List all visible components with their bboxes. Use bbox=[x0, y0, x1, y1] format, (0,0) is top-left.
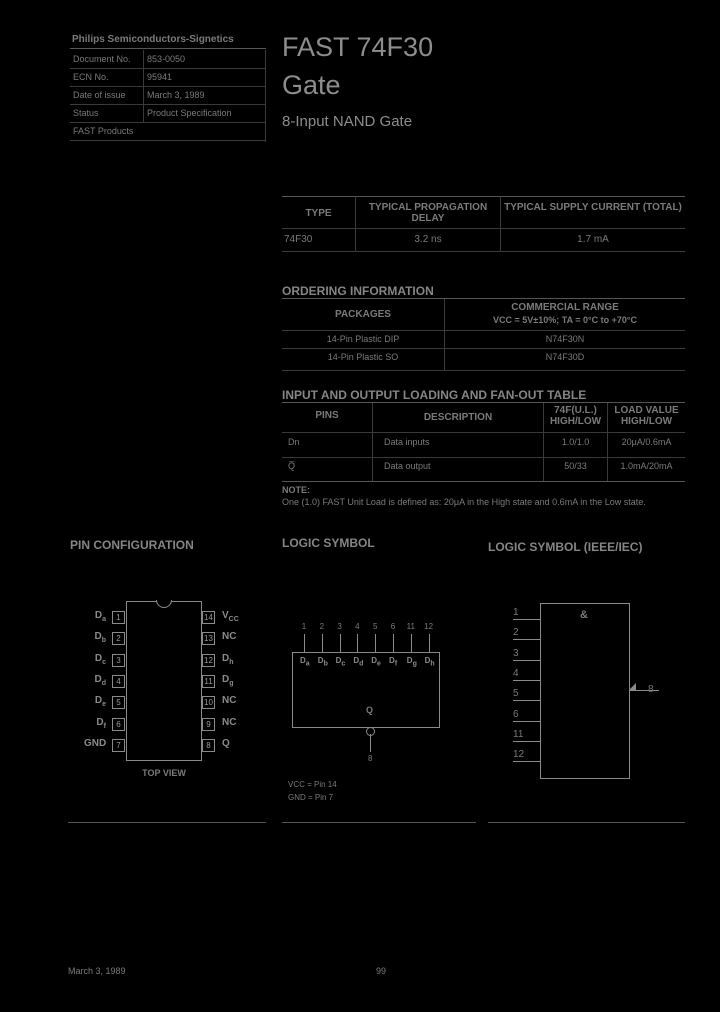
negation-indicator bbox=[629, 683, 636, 690]
footer-date: March 3, 1989 bbox=[68, 966, 126, 976]
logic-input-label: $D_a$ bbox=[300, 656, 310, 668]
pin-number-left: 5 bbox=[112, 696, 125, 709]
pin-label-right: $V_{CC}$ bbox=[222, 610, 239, 623]
logic-symbol-box bbox=[292, 652, 440, 728]
gnd-pin-note: GND = Pin 7 bbox=[288, 793, 334, 802]
logic-pin-number: 5 bbox=[372, 622, 378, 631]
load-output: 1.0mA/20mA bbox=[620, 461, 673, 471]
ieee-pin-number: 5 bbox=[513, 688, 519, 700]
supply-current-header: TYPICAL SUPPLY CURRENT (TOTAL) bbox=[504, 202, 682, 213]
logic-pin-number: 12 bbox=[424, 622, 434, 631]
top-view-label: TOP VIEW bbox=[142, 768, 186, 778]
commercial-range-header: COMMERCIAL RANGE bbox=[511, 302, 619, 313]
pin-number-left: 4 bbox=[112, 675, 125, 688]
ieee-pin-number: 11 bbox=[513, 728, 524, 740]
logic-pin-number: 6 bbox=[390, 622, 396, 631]
pin-q: Q̅ bbox=[288, 461, 296, 471]
inversion-bubble bbox=[366, 727, 375, 736]
unit-load-header: 74F(U.L.) HIGH/LOW bbox=[549, 405, 602, 427]
pin-label-left: GND bbox=[84, 737, 107, 749]
type-header: TYPE bbox=[305, 208, 332, 219]
meta-value: March 3, 1989 bbox=[147, 90, 205, 100]
code-dip: N74F30N bbox=[545, 334, 585, 344]
supply-current-value: 1.7 mA bbox=[577, 234, 609, 245]
pin-label-left: $D_a$ bbox=[94, 610, 106, 623]
pin-label-right: $D_g$ bbox=[222, 673, 234, 687]
footer-page-number: 99 bbox=[376, 966, 387, 976]
logic-input-label: $D_d$ bbox=[353, 656, 364, 668]
ordering-title: ORDERING INFORMATION bbox=[282, 284, 434, 298]
package-so: 14-Pin Plastic SO bbox=[327, 352, 399, 362]
code-so: N74F30D bbox=[545, 352, 585, 362]
meta-key: Document No. bbox=[73, 54, 131, 64]
pin-number-left: 3 bbox=[112, 654, 125, 667]
pin-number-right: 14 bbox=[202, 611, 215, 624]
delay-header: TYPICAL PROPAGATION DELAY bbox=[368, 202, 488, 224]
pin-number-right: 11 bbox=[202, 675, 215, 688]
ieee-pin-number: 2 bbox=[513, 627, 519, 639]
pin-label-right: NC bbox=[222, 695, 237, 707]
logic-pin-number: 1 bbox=[301, 622, 307, 631]
pin-config-title: PIN CONFIGURATION bbox=[70, 538, 194, 552]
meta-value: 95941 bbox=[147, 72, 173, 82]
pin-number-right: 8 bbox=[202, 739, 215, 752]
logic-output-label: Q bbox=[366, 705, 374, 715]
title-part-number: FAST 74F30 bbox=[282, 32, 434, 62]
note-text: One (1.0) FAST Unit Load is defined as: 20μA in the High state and 0.6mA in the Low state. bbox=[282, 497, 646, 507]
ieee-symbol-box bbox=[540, 603, 630, 779]
pins-header: PINS bbox=[315, 410, 339, 421]
pin-label-left: $D_d$ bbox=[94, 673, 106, 687]
logic-pin-number: 11 bbox=[406, 622, 415, 631]
vcc-pin-note: VCC = Pin 14 bbox=[288, 780, 337, 789]
pin-number-right: 9 bbox=[202, 718, 215, 731]
pin-number-right: 10 bbox=[202, 696, 215, 709]
ieee-symbol-title: LOGIC SYMBOL (IEEE/IEC) bbox=[488, 540, 643, 554]
pin-label-left: $D_f$ bbox=[96, 716, 106, 730]
pin-label-right: NC bbox=[222, 716, 237, 728]
ieee-pin-number: 4 bbox=[513, 667, 519, 679]
load-inputs: 20μA/0.6mA bbox=[621, 437, 672, 447]
meta-value: 853-0050 bbox=[147, 54, 186, 64]
title-gate: Gate bbox=[282, 70, 341, 100]
pin-number-right: 12 bbox=[202, 654, 215, 667]
pin-label-left: $D_c$ bbox=[94, 652, 106, 666]
desc-output: Data output bbox=[384, 461, 431, 471]
pin-dn: Dn bbox=[288, 437, 300, 447]
subtitle: 8-Input NAND Gate bbox=[282, 113, 413, 130]
desc-inputs: Data inputs bbox=[384, 437, 430, 447]
pin-label-left: $D_e$ bbox=[94, 695, 106, 709]
logic-pin-number: 2 bbox=[319, 622, 325, 631]
logic-input-label: $D_f$ bbox=[389, 656, 398, 668]
pin-number-right: 13 bbox=[202, 632, 215, 645]
package-dip: 14-Pin Plastic DIP bbox=[326, 334, 400, 344]
ieee-pin-number: 3 bbox=[513, 647, 519, 659]
logic-input-label: $D_g$ bbox=[406, 656, 417, 668]
logic-output-pin: 8 bbox=[368, 754, 373, 763]
type-value: 74F30 bbox=[284, 234, 313, 245]
meta-key: Status bbox=[73, 108, 99, 118]
description-header: DESCRIPTION bbox=[423, 412, 493, 423]
logic-input-label: $D_c$ bbox=[335, 656, 346, 668]
and-symbol: & bbox=[580, 609, 588, 621]
ieee-pin-number: 12 bbox=[513, 749, 525, 761]
ic-package-outline bbox=[126, 601, 202, 761]
loading-title: INPUT AND OUTPUT LOADING AND FAN-OUT TABLE bbox=[282, 388, 587, 402]
pin-number-left: 2 bbox=[112, 632, 125, 645]
note-title: NOTE: bbox=[282, 485, 310, 495]
meta-key: ECN No. bbox=[73, 72, 109, 82]
company-name: Philips Semiconductors-Signetics bbox=[72, 34, 234, 45]
packages-header: PACKAGES bbox=[335, 309, 391, 320]
ul-inputs: 1.0/1.0 bbox=[561, 437, 590, 447]
logic-pin-number: 4 bbox=[355, 622, 360, 631]
pin-label-right: $D_h$ bbox=[222, 652, 234, 666]
commercial-range-conditions: VCC = 5V±10%; TA = 0°C to +70°C bbox=[493, 315, 637, 325]
ul-output: 50/33 bbox=[564, 461, 587, 471]
ieee-pin-number: 1 bbox=[513, 607, 519, 618]
ieee-pin-number: 6 bbox=[513, 708, 519, 720]
meta-key: FAST Products bbox=[73, 126, 134, 136]
pin-number-left: 7 bbox=[112, 739, 125, 752]
pin-number-left: 6 bbox=[112, 718, 125, 731]
logic-symbol-title: LOGIC SYMBOL bbox=[282, 536, 375, 550]
pin-label-right: NC bbox=[222, 631, 237, 643]
load-value-header: LOAD VALUE HIGH/LOW bbox=[614, 405, 679, 427]
logic-input-label: $D_e$ bbox=[371, 656, 381, 668]
pin-number-left: 1 bbox=[112, 611, 125, 624]
logic-input-label: $D_h$ bbox=[424, 656, 435, 668]
meta-key: Date of issue bbox=[73, 90, 126, 100]
pin-label-right: Q bbox=[222, 737, 230, 749]
delay-value: 3.2 ns bbox=[414, 234, 442, 245]
logic-pin-number: 3 bbox=[337, 622, 342, 631]
logic-input-label: $D_b$ bbox=[317, 656, 328, 668]
meta-value: Product Specification bbox=[147, 108, 232, 118]
pin-label-left: $D_b$ bbox=[94, 631, 106, 645]
ieee-output-pin: 8 bbox=[648, 684, 654, 695]
